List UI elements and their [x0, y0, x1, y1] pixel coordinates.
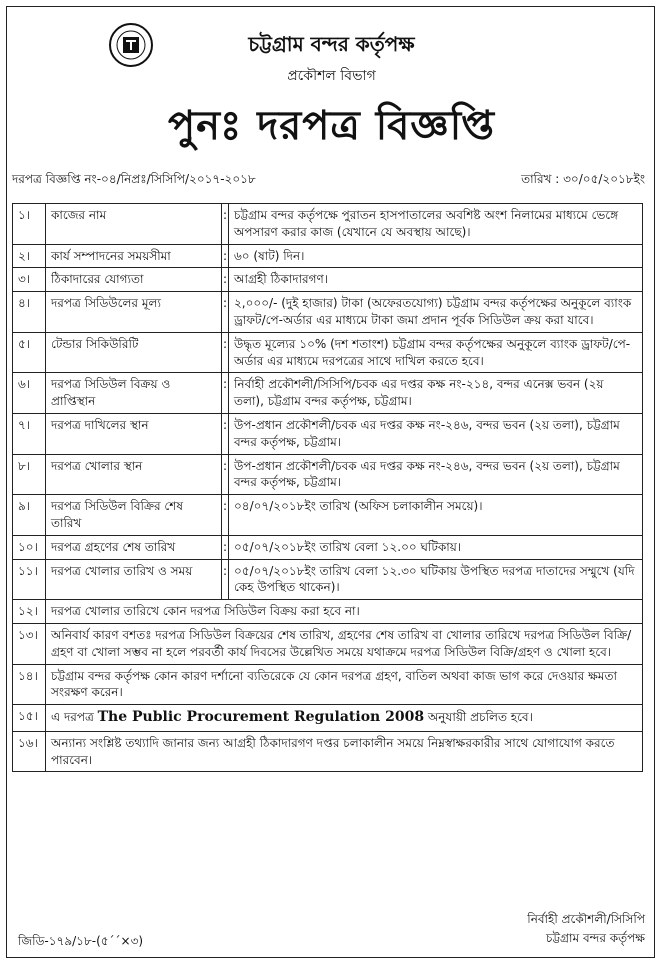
detail-row	[13, 268, 643, 292]
note-cell	[46, 600, 643, 624]
row-value: নির্বাহী প্রকৌশলী/সিসিপি/চবক এর দপ্তর কক্ষ নং-২১৪, বন্দর এনেক্স ভবন (২য় তলা), চট্টগ্রাম বন্দর কর্তৃপক্ষ, চট্টগ্রাম।	[229, 373, 643, 414]
row-value: ৬০ (ষাট) দিন।	[229, 244, 643, 268]
row-value: চট্টগ্রাম বন্দর কর্তৃপক্ষে পুরাতন হাসপাতালের অবশিষ্ট অংশ নিলামের মাধ্যমে ভেঙ্গে অপসারণ করার কাজ (যেখানে যে অবস্থায় আছে)।	[229, 204, 643, 245]
note-row	[13, 664, 643, 705]
row-label: দরপত্র সিডিউলের মূল্য	[46, 292, 222, 333]
note-row	[13, 731, 643, 772]
note-text: দরপত্র খোলার তারিখে কোন দরপত্র সিডিউল বিক্রয় করা হবে না।	[51, 604, 360, 619]
row-separator: :	[222, 244, 229, 268]
row-label: দরপত্র খোলার তারিখ ও সময়	[46, 559, 222, 600]
row-value: ০৪/০৭/২০১৮ইং তারিখ (অফিস চলাকালীন সময়ে)।	[229, 495, 643, 536]
row-value: উদ্ধৃত মূল্যের ১০% (দশ শতাংশ) চট্টগ্রাম বন্দর কর্তৃপক্ষের অনুকূলে ব্যাংক ড্রাফট/পে-অর্ডার এর মাধ্যমে দরপত্রের সাথে দাখিল করতে হবে।	[229, 332, 643, 373]
row-number: ১২।	[13, 600, 46, 624]
row-value: আগ্রহী ঠিকাদারগণ।	[229, 268, 643, 292]
note-text: অনিবার্য কারণ বশতঃ দরপত্র সিডিউল বিক্রয়ের শেষ তারিখ, গ্রহণের শেষ তারিখ বা খোলার তারিখে দরপত্র সিডিউল বিক্রি/ গ্রহণ বা খোলা সম্ভব না হলে পরবর্তী কার্য দিবসের উল্লেখিত সময়ে যথাক্রমে দরপত্র সিডিউল বিক্রি/গ্রহণ ও খোলা হবে।	[51, 627, 632, 659]
row-separator: :	[222, 535, 229, 559]
row-separator: :	[222, 332, 229, 373]
row-number: ৮।	[13, 454, 46, 495]
notice-headline: পুনঃ দরপত্র বিজ্ঞপ্তি	[167, 102, 496, 149]
row-label: কার্য সম্পাদনের সময়সীমা	[46, 244, 222, 268]
note-cell	[46, 664, 643, 705]
row-value: ২,০০০/- (দুই হাজার) টাকা (অফেরতযোগ্য) চট্টগ্রাম বন্দর কর্তৃপক্ষের অনুকূলে ব্যাংক ড্রাফট/পে-অর্ডার এর মাধ্যমে টাকা জমা প্রদান পূর্বক সিডিউল ক্রয় করা যাবে।	[229, 292, 643, 333]
detail-row	[13, 454, 643, 495]
row-separator: :	[222, 413, 229, 454]
detail-row	[13, 413, 643, 454]
regulation-name: The Public Procurement Regulation 2008	[97, 709, 425, 726]
row-number: ১৫।	[13, 705, 46, 732]
note-row	[13, 705, 643, 732]
detail-row	[13, 332, 643, 373]
row-number: ১০।	[13, 535, 46, 559]
row-separator: :	[222, 495, 229, 536]
tender-details-table	[12, 203, 643, 772]
row-value: উপ-প্রধান প্রকৌশলী/চবক এর দপ্তর কক্ষ নং-২৪৬, বন্দর ভবন (২য় তলা), চট্টগ্রাম বন্দর কর্তৃপক্ষ, চট্টগ্রাম।	[229, 454, 643, 495]
detail-row	[13, 204, 643, 245]
note-cell	[46, 623, 643, 664]
note-text: চট্টগ্রাম বন্দর কর্তৃপক্ষ কোন কারণ দর্শানো ব্যতিরেকে যে কোন দরপত্র গ্রহণ, বাতিল অথবা কাজ ভাগ করে দেওয়ার ক্ষমতা সংরক্ষণ করেন।	[51, 668, 617, 700]
row-label: কাজের নাম	[46, 204, 222, 245]
detail-row	[13, 373, 643, 414]
note-row	[13, 600, 643, 624]
row-number: ২।	[13, 244, 46, 268]
row-value: ০৫/০৭/২০১৮ইং তারিখ বেলা ১২.৩০ ঘটিকায় উপস্থিত দরপত্র দাতাদের সম্মুখে (যদি কেহ উপস্থিত থাকেন)।	[229, 559, 643, 600]
note-text-post: অনুযায়ী প্রচলিত হবে।	[424, 710, 533, 725]
detail-row	[13, 244, 643, 268]
memo-reference: দরপত্র বিজ্ঞপ্তি নং-০৪/নিপ্রঃ/সিসিপি/২০১৭-২০১৮	[12, 172, 256, 186]
memo-date: তারিখ : ৩০/০৫/২০১৮ইং	[521, 172, 645, 186]
row-label: দরপত্র দাখিলের স্থান	[46, 413, 222, 454]
row-number: ৫।	[13, 332, 46, 373]
note-cell	[46, 705, 643, 732]
row-separator: :	[222, 204, 229, 245]
row-label: দরপত্র গ্রহণের শেষ তারিখ	[46, 535, 222, 559]
advertisement-code: জিডি-১৭৯/১৮-(৫´´×৩)	[18, 934, 144, 948]
note-text: অন্যান্য সংশ্লিষ্ট তথ্যাদি জানার জন্য আগ্রহী ঠিকাদারগণ দপ্তর চলাকালীন সময়ে নিম্নস্বাক্ষরকারীর সাথে যোগাযোগ করতে পারবেন।	[51, 735, 615, 767]
row-label: দরপত্র সিডিউল বিক্রয় ও প্রাপ্তিস্থান	[46, 373, 222, 414]
signatory-title: নির্বাহী প্রকৌশলী/সিসিপি	[527, 912, 645, 926]
note-cell	[46, 731, 643, 772]
row-number: ৭।	[13, 413, 46, 454]
row-number: ৬।	[13, 373, 46, 414]
row-separator: :	[222, 292, 229, 333]
note-text-pre: এ দরপত্র	[51, 710, 98, 725]
row-separator: :	[222, 268, 229, 292]
detail-row	[13, 535, 643, 559]
row-number: ১৪।	[13, 664, 46, 705]
note-row	[13, 623, 643, 664]
row-label: টেন্ডার সিকিউরিটি	[46, 332, 222, 373]
row-number: ১৬।	[13, 731, 46, 772]
row-label: ঠিকাদারের যোগ্যতা	[46, 268, 222, 292]
department-name: প্রকৌশল বিভাগ	[287, 68, 376, 84]
detail-row	[13, 292, 643, 333]
detail-row	[13, 495, 643, 536]
row-number: ১।	[13, 204, 46, 245]
signature-block	[527, 910, 645, 947]
row-label: দরপত্র খোলার স্থান	[46, 454, 222, 495]
row-label: দরপত্র সিডিউল বিক্রির শেষ তারিখ	[46, 495, 222, 536]
signatory-organization: চট্টগ্রাম বন্দর কর্তৃপক্ষ	[546, 930, 645, 945]
row-number: ৩।	[13, 268, 46, 292]
detail-row	[13, 559, 643, 600]
row-value: ০৫/০৭/২০১৮ইং তারিখ বেলা ১২.০০ ঘটিকায়।	[229, 535, 643, 559]
row-number: ৪।	[13, 292, 46, 333]
row-number: ৯।	[13, 495, 46, 536]
row-value: উপ-প্রধান প্রকৌশলী/চবক এর দপ্তর কক্ষ নং-২৪৬, বন্দর ভবন (২য় তলা), চট্টগ্রাম বন্দর কর্তৃপক্ষ, চট্টগ্রাম।	[229, 413, 643, 454]
organization-title: চট্টগ্রাম বন্দর কর্তৃপক্ষ	[248, 32, 415, 56]
row-separator: :	[222, 373, 229, 414]
row-number: ১৩।	[13, 623, 46, 664]
row-separator: :	[222, 454, 229, 495]
row-number: ১১।	[13, 559, 46, 600]
row-separator: :	[222, 559, 229, 600]
